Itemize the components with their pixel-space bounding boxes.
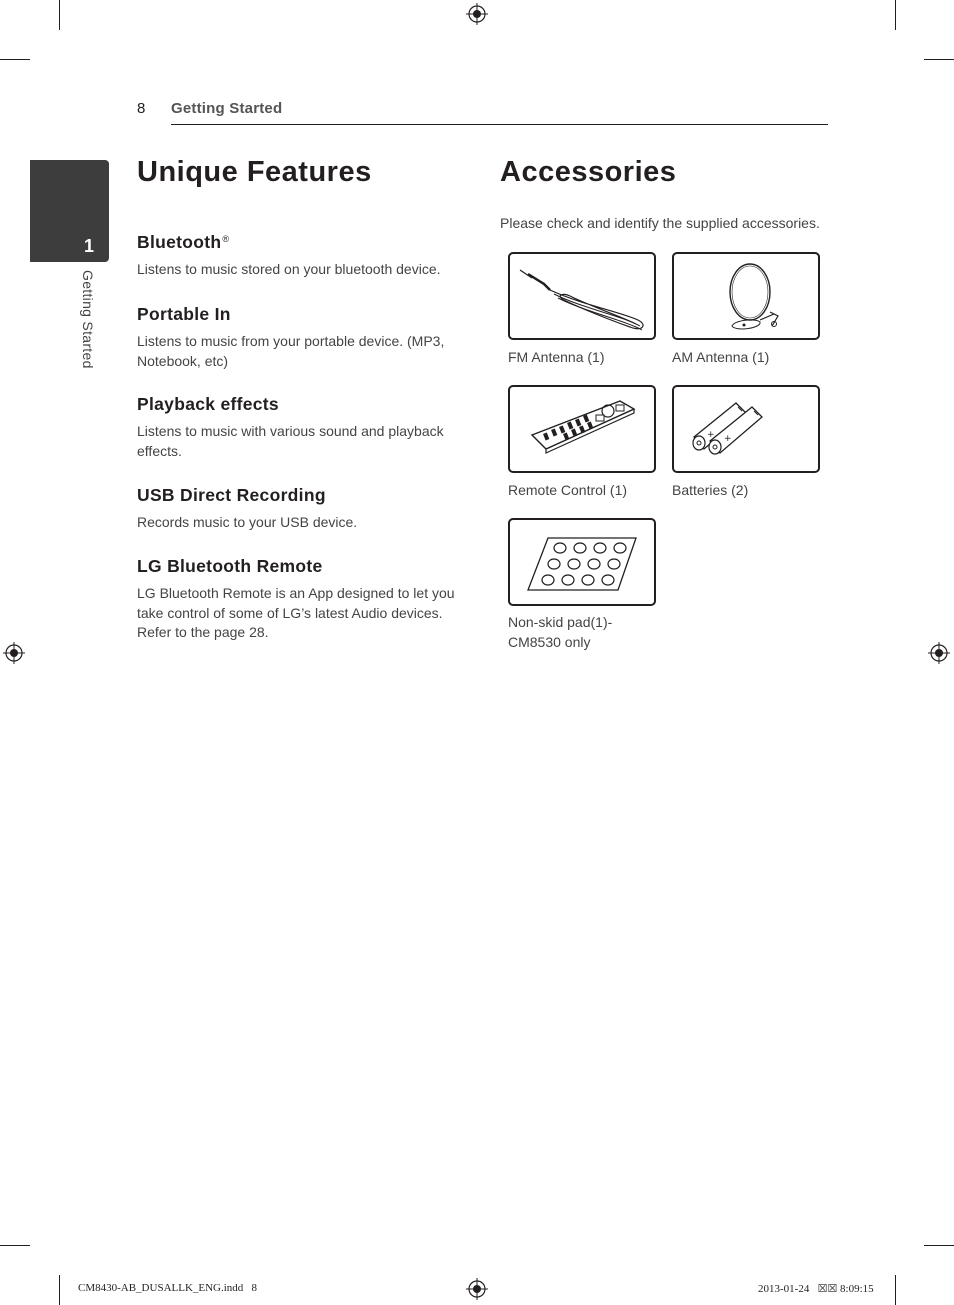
svg-text:+: + <box>707 430 715 440</box>
remote-control-box <box>508 385 656 473</box>
crop-mark <box>59 0 60 30</box>
chapter-tab <box>30 160 109 262</box>
accessory-caption: Non-skid pad(1)- <box>508 614 613 630</box>
registration-mark-icon <box>3 642 25 664</box>
non-skid-pad-box <box>508 518 656 606</box>
chapter-number: 1 <box>84 236 95 256</box>
remote-control-icon <box>510 387 658 475</box>
accessories-title: Accessories <box>500 156 677 188</box>
footer-timestamp: 2013-01-24 ☒☒ 8:09:15 <box>758 1283 874 1295</box>
crop-mark <box>895 0 896 30</box>
feature-heading: LG Bluetooth Remote <box>137 556 323 576</box>
accessory-caption: CM8530 only <box>508 634 591 650</box>
unique-features-title: Unique Features <box>137 156 372 188</box>
batteries-icon <box>674 387 822 475</box>
accessory-caption: Batteries (2) <box>672 482 749 498</box>
crop-mark <box>0 59 30 60</box>
am-antenna-icon <box>674 254 822 342</box>
registration-mark-icon <box>928 642 950 664</box>
running-header: Getting Started <box>171 100 283 117</box>
feature-heading: USB Direct Recording <box>137 485 326 505</box>
crop-mark <box>0 1245 30 1246</box>
feature-description: Records music to your USB device. <box>137 514 358 530</box>
non-skid-pad-icon <box>510 520 658 608</box>
feature-heading: Playback effects <box>137 394 279 414</box>
feature-heading: Bluetooth® <box>137 232 230 252</box>
accessory-caption: Remote Control (1) <box>508 482 628 498</box>
crop-mark <box>924 59 954 60</box>
accessory-caption: FM Antenna (1) <box>508 349 605 365</box>
footer-filename: CM8430-AB_DUSALLK_ENG.indd 8 <box>78 1282 258 1294</box>
crop-mark <box>59 1275 60 1305</box>
feature-description: Listens to music from your portable device. (MP3, Notebook, etc) <box>137 333 445 369</box>
am-antenna-box <box>672 252 820 340</box>
fm-antenna-icon <box>510 254 658 342</box>
registration-mark-icon <box>466 3 488 25</box>
fm-antenna-box <box>508 252 656 340</box>
crop-mark <box>895 1275 896 1305</box>
page-number: 8 <box>137 100 146 117</box>
feature-description: LG Bluetooth Remote is an App designed to let you take control of some of LG’s latest Audio devices. Refer to the page 28. <box>137 585 455 640</box>
crop-mark <box>924 1245 954 1246</box>
registration-mark-icon <box>466 1278 488 1300</box>
feature-description: Listens to music stored on your bluetooth device. <box>137 261 441 277</box>
header-rule <box>171 124 828 125</box>
accessories-intro: Please check and identify the supplied accessories. <box>500 215 820 231</box>
chapter-label: Getting Started <box>80 270 96 369</box>
accessory-caption: AM Antenna (1) <box>672 349 770 365</box>
batteries-box <box>672 385 820 473</box>
feature-heading: Portable In <box>137 304 231 324</box>
svg-text:+: + <box>724 434 732 444</box>
feature-description: Listens to music with various sound and playback effects. <box>137 423 444 459</box>
